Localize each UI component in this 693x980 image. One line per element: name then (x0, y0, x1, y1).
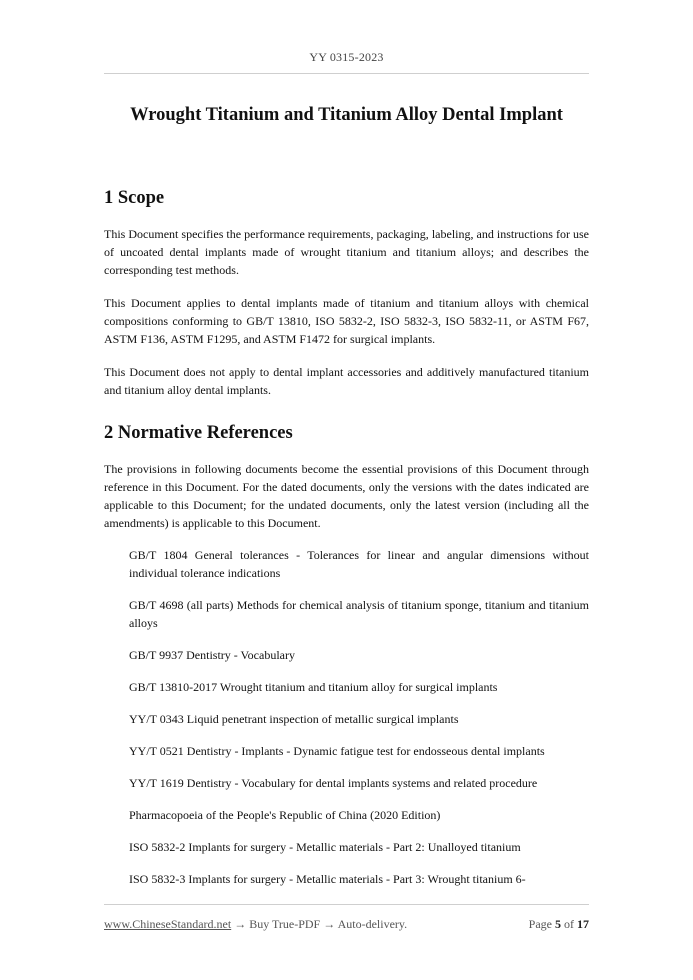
reference-item: GB/T 13810-2017 Wrought titanium and titanium alloy for surgical implants (129, 680, 498, 694)
reference-list (104, 546, 589, 888)
arrow-icon: → (323, 917, 336, 931)
reference-item: ISO 5832-3 Implants for surgery - Metallic materials - Part 3: Wrought titanium 6- (129, 872, 526, 886)
page-word: Page (528, 917, 552, 931)
scope-paragraph-2: This Document applies to dental implants made of titanium and titanium alloys with chemical compositions conforming to GB/T 13810, ISO 5832-2, ISO 5832-3, ISO 5832-11, or ASTM F67, ASTM F136, ASTM F1295, and ASTM F1472 for surgical implants. (104, 296, 589, 346)
reference-item: GB/T 1804 General tolerances - Tolerances for linear and angular dimensions without individual tolerance indications (129, 548, 589, 580)
header-doc-number: YY 0315-2023 (309, 50, 384, 64)
footer-rule (104, 904, 589, 905)
page-content (104, 104, 589, 888)
reference-item: GB/T 9937 Dentistry - Vocabulary (129, 648, 295, 662)
section-heading-normative-references: 2 Normative References (104, 423, 293, 443)
total-page-number: 17 (577, 917, 589, 931)
footer-promo (104, 917, 407, 932)
reference-item: YY/T 0521 Dentistry - Implants - Dynamic fatigue test for endosseous dental implants (129, 744, 545, 758)
reference-item: Pharmacopoeia of the People's Republic of China (2020 Edition) (129, 808, 441, 822)
normative-intro: The provisions in following documents become the essential provisions of this Document through reference in this Document. For the dated documents, only the versions with the dates indicated are applicable to this Document; for the undated documents, only the latest version (including all the amendments) is applicable to this Document. (104, 462, 589, 530)
header-rule (104, 73, 589, 74)
document-title: Wrought Titanium and Titanium Alloy Dental Implant (130, 105, 563, 125)
scope-paragraph-3: This Document does not apply to dental implant accessories and additively manufactured titanium and titanium alloy dental implants. (104, 365, 589, 397)
of-word: of (564, 917, 574, 931)
footer-buy-text: Buy True-PDF (249, 917, 321, 931)
scope-paragraph-1: This Document specifies the performance requirements, packaging, labeling, and instructions for use of uncoated dental implants made of wrought titanium and titanium alloys; and describes the corresponding test methods. (104, 227, 589, 277)
page-indicator (529, 917, 589, 932)
current-page-number: 5 (555, 917, 561, 931)
footer-delivery-text: Auto-delivery. (337, 917, 408, 931)
reference-item: YY/T 0343 Liquid penetrant inspection of metallic surgical implants (129, 712, 459, 726)
reference-item: ISO 5832-2 Implants for surgery - Metallic materials - Part 2: Unalloyed titanium (129, 840, 521, 854)
section-heading-scope: 1 Scope (104, 188, 165, 208)
running-header (104, 50, 589, 65)
reference-item: YY/T 1619 Dentistry - Vocabulary for dental implants systems and related procedure (129, 776, 538, 790)
site-link[interactable]: www.ChineseStandard.net (104, 917, 232, 931)
reference-item: GB/T 4698 (all parts) Methods for chemical analysis of titanium sponge, titanium and titanium alloys (129, 598, 589, 630)
arrow-icon: → (234, 917, 247, 931)
